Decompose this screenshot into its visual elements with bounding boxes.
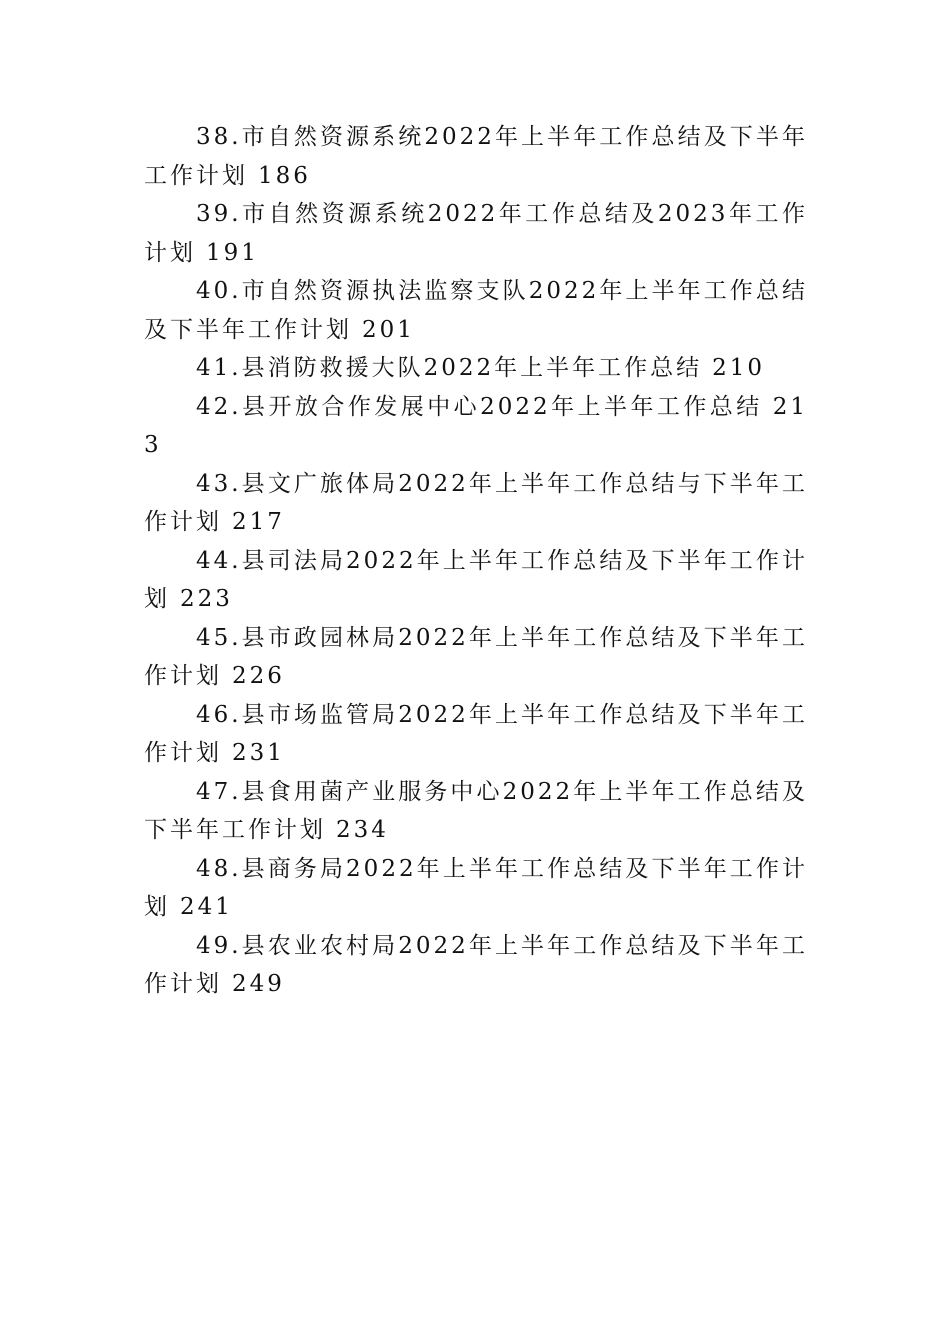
- toc-entry-page-number: 249: [232, 971, 285, 997]
- toc-entry-40[interactable]: [144, 272, 808, 349]
- toc-entry-page-number: 217: [232, 509, 285, 535]
- toc-entry-title: 43.县文广旅体局2022年上半年工作总结与下半年工作计划: [144, 470, 808, 535]
- toc-entry-42[interactable]: [144, 388, 808, 465]
- toc-entry-title: 39.市自然资源系统2022年工作总结及2023年工作计划: [144, 201, 808, 266]
- toc-entry-title: 41.县消防救援大队2022年上半年工作总结: [196, 355, 703, 381]
- toc-entry-page-number: 231: [232, 740, 285, 766]
- toc-entry-38[interactable]: [144, 118, 808, 195]
- table-of-contents: [144, 118, 808, 1004]
- toc-entry-45[interactable]: [144, 619, 808, 696]
- toc-entry-title: 38.市自然资源系统2022年上半年工作总结及下半年工作计划: [144, 124, 808, 189]
- toc-entry-title: 48.县商务局2022年上半年工作总结及下半年工作计划: [144, 855, 808, 920]
- toc-entry-page-number: 201: [362, 316, 415, 343]
- toc-entry-title: 42.县开放合作发展中心2022年上半年工作总结: [196, 393, 763, 420]
- toc-entry-title: 40.市自然资源执法监察支队2022年上半年工作总结及下半年工作计划: [144, 278, 808, 343]
- toc-entry-title: 44.县司法局2022年上半年工作总结及下半年工作计划: [144, 547, 808, 612]
- toc-entry-49[interactable]: [144, 927, 808, 1004]
- toc-entry-title: 47.县食用菌产业服务中心2022年上半年工作总结及下半年工作计划: [144, 778, 808, 843]
- toc-entry-46[interactable]: [144, 696, 808, 773]
- toc-entry-page-number: 191: [206, 239, 259, 266]
- toc-entry-title: 49.县农业农村局2022年上半年工作总结及下半年工作计划: [144, 932, 808, 997]
- toc-entry-44[interactable]: [144, 542, 808, 619]
- toc-entry-47[interactable]: [144, 773, 808, 850]
- toc-entry-page-number: 226: [232, 663, 285, 689]
- toc-entry-page-number: 223: [180, 586, 233, 612]
- toc-entry-48[interactable]: [144, 850, 808, 927]
- toc-entry-page-number: 210: [712, 355, 766, 381]
- toc-entry-page-number: 234: [336, 817, 389, 843]
- toc-entry-41[interactable]: [144, 349, 808, 388]
- toc-entry-page-number: 186: [258, 162, 311, 189]
- toc-entry-title: 46.县市场监管局2022年上半年工作总结及下半年工作计划: [144, 701, 808, 766]
- toc-entry-title: 45.县市政园林局2022年上半年工作总结及下半年工作计划: [144, 624, 808, 689]
- toc-entry-page-number: 213: [144, 393, 808, 458]
- toc-entry-39[interactable]: [144, 195, 808, 272]
- toc-entry-page-number: 241: [180, 894, 233, 920]
- toc-entry-43[interactable]: [144, 465, 808, 542]
